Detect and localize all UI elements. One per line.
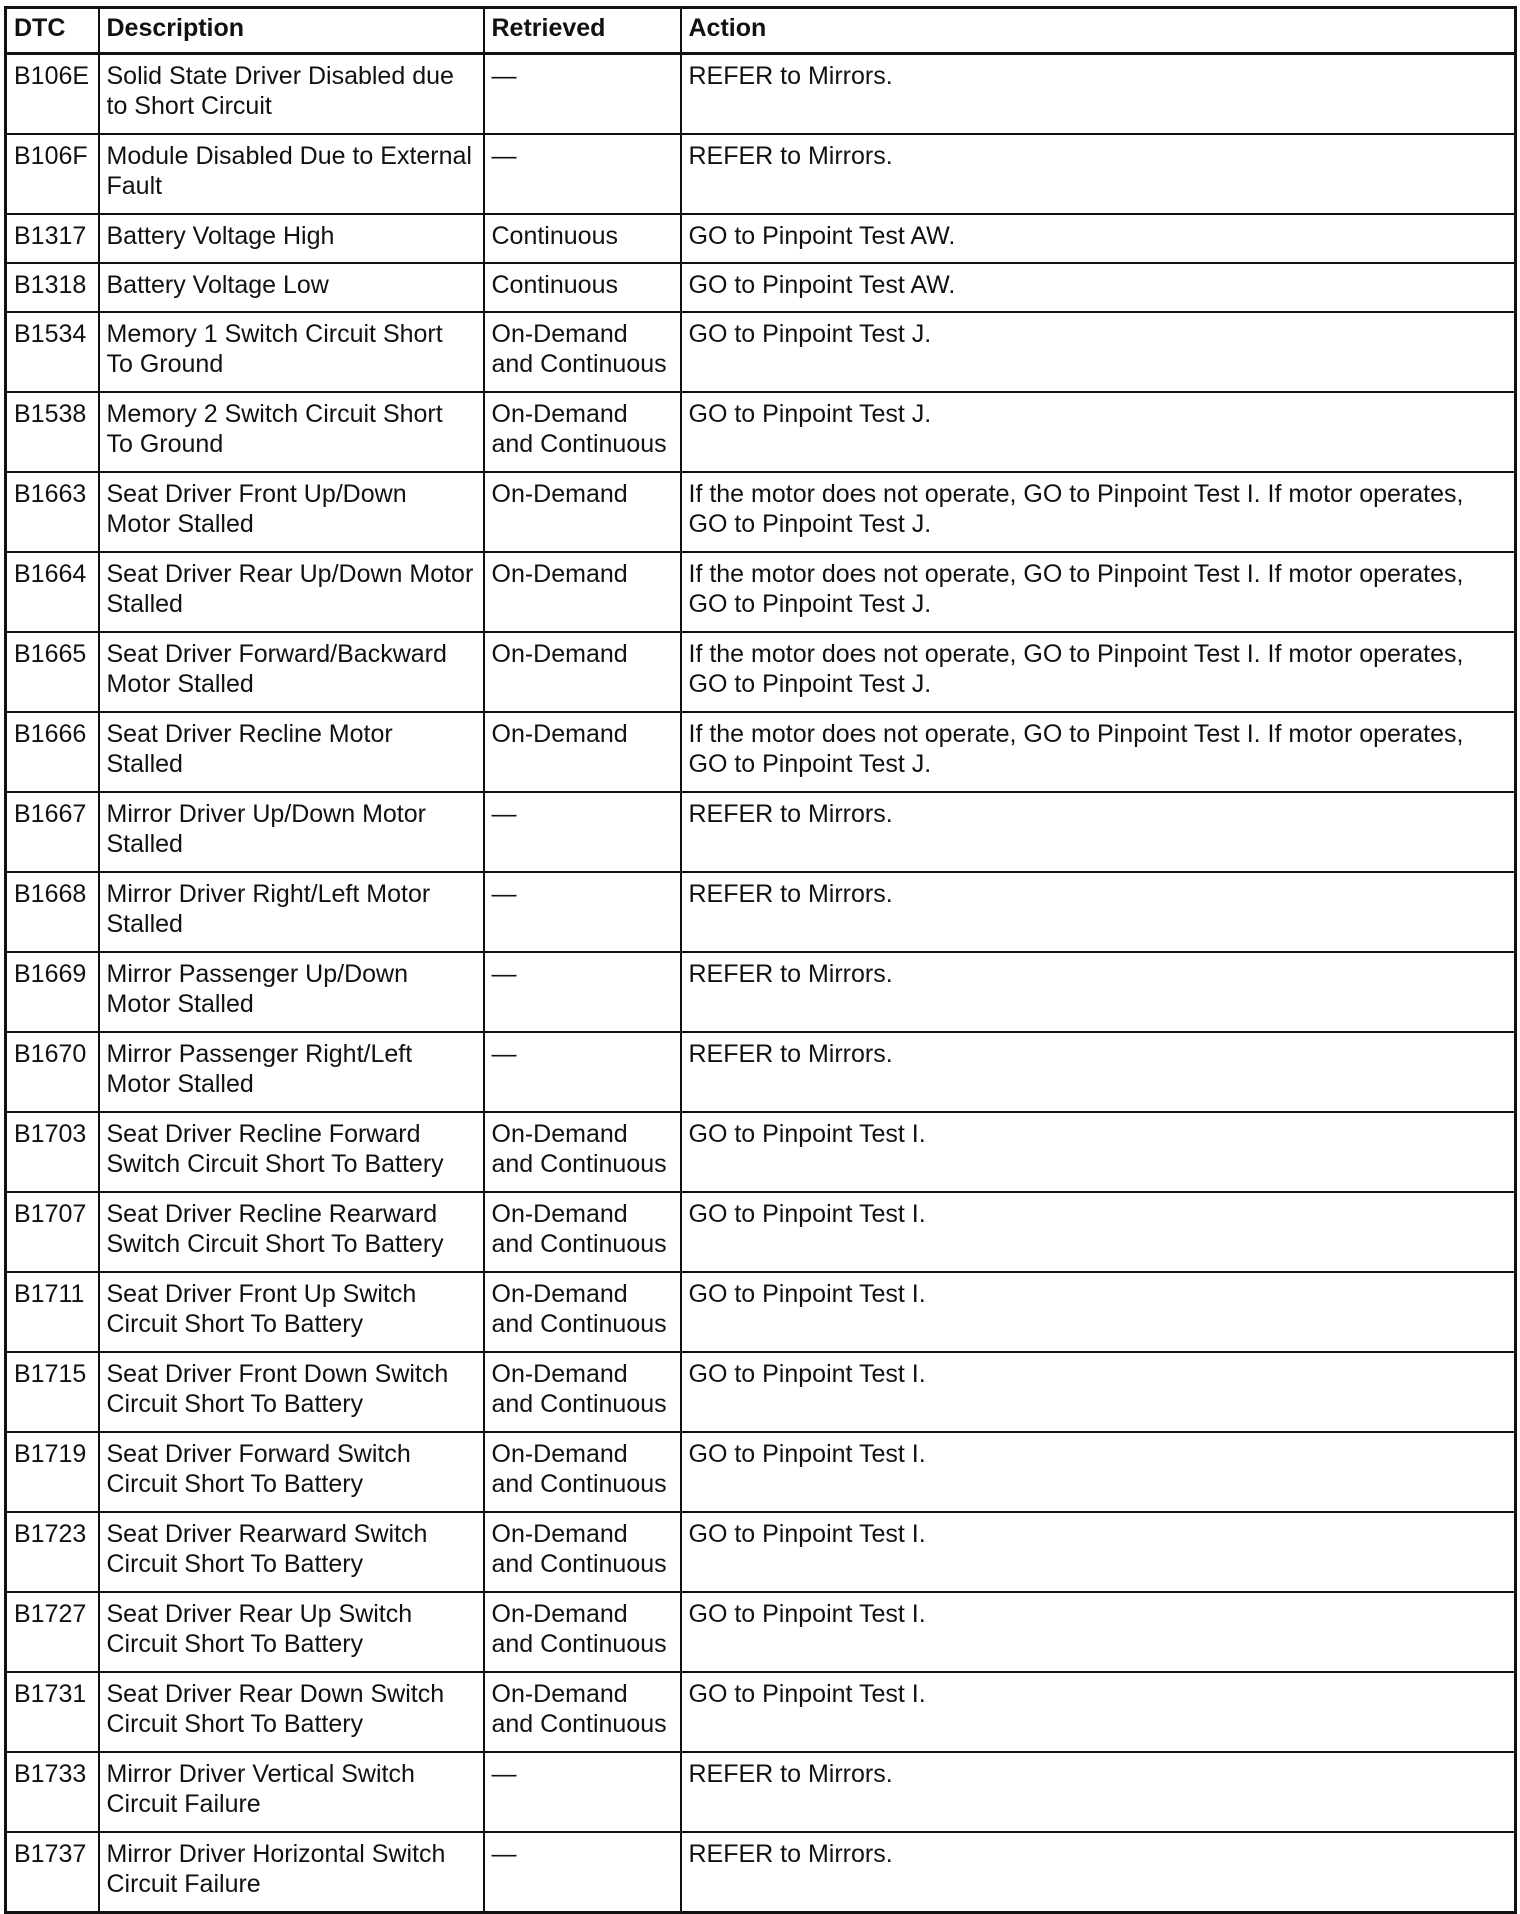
cell-action: GO to Pinpoint Test I. <box>681 1192 1516 1272</box>
table-row <box>6 1192 1516 1272</box>
table-header <box>6 8 1516 54</box>
cell-action: GO to Pinpoint Test I. <box>681 1272 1516 1352</box>
cell-retrieved: — <box>484 134 681 214</box>
cell-description: Seat Driver Forward/Backward Motor Stalled <box>99 632 484 712</box>
cell-retrieved: On-Demand and Continuous <box>484 1512 681 1592</box>
table-row <box>6 1112 1516 1192</box>
cell-action: GO to Pinpoint Test J. <box>681 392 1516 472</box>
cell-action: REFER to Mirrors. <box>681 54 1516 135</box>
table-row <box>6 214 1516 263</box>
table-row <box>6 1032 1516 1112</box>
cell-retrieved: Continuous <box>484 214 681 263</box>
cell-retrieved: — <box>484 952 681 1032</box>
cell-dtc: B1534 <box>6 312 99 392</box>
cell-retrieved: — <box>484 792 681 872</box>
cell-description: Mirror Driver Horizontal Switch Circuit Failure <box>99 1832 484 1913</box>
cell-description: Seat Driver Rear Down Switch Circuit Short To Battery <box>99 1672 484 1752</box>
cell-action: GO to Pinpoint Test J. <box>681 312 1516 392</box>
table-row <box>6 552 1516 632</box>
cell-dtc: B1669 <box>6 952 99 1032</box>
cell-action: REFER to Mirrors. <box>681 1832 1516 1913</box>
table-row <box>6 1352 1516 1432</box>
table-row <box>6 872 1516 952</box>
cell-description: Seat Driver Front Up/Down Motor Stalled <box>99 472 484 552</box>
cell-dtc: B1317 <box>6 214 99 263</box>
table-row <box>6 54 1516 135</box>
cell-retrieved: On-Demand and Continuous <box>484 1192 681 1272</box>
table-row <box>6 312 1516 392</box>
cell-dtc: B1666 <box>6 712 99 792</box>
cell-action: If the motor does not operate, GO to Pinpoint Test I. If motor operates, GO to Pinpoint Test J. <box>681 472 1516 552</box>
cell-action: GO to Pinpoint Test I. <box>681 1432 1516 1512</box>
cell-retrieved: On-Demand and Continuous <box>484 1672 681 1752</box>
cell-retrieved: On-Demand and Continuous <box>484 1272 681 1352</box>
cell-description: Memory 1 Switch Circuit Short To Ground <box>99 312 484 392</box>
cell-dtc: B1538 <box>6 392 99 472</box>
table-row <box>6 1672 1516 1752</box>
cell-description: Module Disabled Due to External Fault <box>99 134 484 214</box>
cell-dtc: B1731 <box>6 1672 99 1752</box>
cell-dtc: B1668 <box>6 872 99 952</box>
table-row <box>6 712 1516 792</box>
cell-action: REFER to Mirrors. <box>681 1752 1516 1832</box>
cell-dtc: B1667 <box>6 792 99 872</box>
cell-action: REFER to Mirrors. <box>681 872 1516 952</box>
table-row <box>6 1512 1516 1592</box>
cell-description: Seat Driver Front Down Switch Circuit Short To Battery <box>99 1352 484 1432</box>
cell-action: GO to Pinpoint Test I. <box>681 1672 1516 1752</box>
cell-action: If the motor does not operate, GO to Pinpoint Test I. If motor operates, GO to Pinpoint Test J. <box>681 632 1516 712</box>
table-row <box>6 1832 1516 1913</box>
cell-dtc: B106E <box>6 54 99 135</box>
cell-retrieved: On-Demand and Continuous <box>484 312 681 392</box>
cell-description: Seat Driver Forward Switch Circuit Short To Battery <box>99 1432 484 1512</box>
cell-description: Mirror Driver Vertical Switch Circuit Failure <box>99 1752 484 1832</box>
cell-retrieved: Continuous <box>484 263 681 312</box>
cell-action: REFER to Mirrors. <box>681 792 1516 872</box>
cell-dtc: B1733 <box>6 1752 99 1832</box>
cell-description: Seat Driver Rearward Switch Circuit Short To Battery <box>99 1512 484 1592</box>
header-description: Description <box>99 8 484 54</box>
cell-description: Seat Driver Rear Up/Down Motor Stalled <box>99 552 484 632</box>
cell-dtc: B1737 <box>6 1832 99 1913</box>
cell-action: REFER to Mirrors. <box>681 134 1516 214</box>
dtc-table-sheet <box>4 6 1514 1914</box>
cell-description: Mirror Passenger Right/Left Motor Stalled <box>99 1032 484 1112</box>
cell-action: REFER to Mirrors. <box>681 1032 1516 1112</box>
cell-retrieved: On-Demand and Continuous <box>484 1352 681 1432</box>
cell-dtc: B1707 <box>6 1192 99 1272</box>
cell-retrieved: On-Demand and Continuous <box>484 1592 681 1672</box>
table-row <box>6 1752 1516 1832</box>
cell-dtc: B1723 <box>6 1512 99 1592</box>
cell-description: Mirror Passenger Up/Down Motor Stalled <box>99 952 484 1032</box>
cell-dtc: B1665 <box>6 632 99 712</box>
cell-retrieved: On-Demand and Continuous <box>484 1112 681 1192</box>
cell-action: GO to Pinpoint Test AW. <box>681 214 1516 263</box>
cell-description: Solid State Driver Disabled due to Short Circuit <box>99 54 484 135</box>
cell-retrieved: — <box>484 1032 681 1112</box>
cell-retrieved: On-Demand and Continuous <box>484 1432 681 1512</box>
cell-dtc: B1664 <box>6 552 99 632</box>
cell-action: REFER to Mirrors. <box>681 952 1516 1032</box>
cell-retrieved: — <box>484 1832 681 1913</box>
cell-description: Mirror Driver Up/Down Motor Stalled <box>99 792 484 872</box>
cell-action: GO to Pinpoint Test I. <box>681 1512 1516 1592</box>
cell-dtc: B1715 <box>6 1352 99 1432</box>
cell-dtc: B1670 <box>6 1032 99 1112</box>
table-row <box>6 1432 1516 1512</box>
cell-action: GO to Pinpoint Test I. <box>681 1352 1516 1432</box>
table-body <box>6 54 1516 1913</box>
cell-action: If the motor does not operate, GO to Pinpoint Test I. If motor operates, GO to Pinpoint Test J. <box>681 712 1516 792</box>
table-row <box>6 472 1516 552</box>
cell-description: Memory 2 Switch Circuit Short To Ground <box>99 392 484 472</box>
cell-retrieved: On-Demand <box>484 472 681 552</box>
cell-retrieved: On-Demand <box>484 632 681 712</box>
cell-description: Seat Driver Recline Forward Switch Circuit Short To Battery <box>99 1112 484 1192</box>
table-row <box>6 134 1516 214</box>
cell-description: Seat Driver Rear Up Switch Circuit Short To Battery <box>99 1592 484 1672</box>
header-retrieved: Retrieved <box>484 8 681 54</box>
cell-dtc: B1318 <box>6 263 99 312</box>
table-row <box>6 632 1516 712</box>
cell-description: Battery Voltage Low <box>99 263 484 312</box>
header-row <box>6 8 1516 54</box>
cell-retrieved: — <box>484 1752 681 1832</box>
cell-retrieved: On-Demand <box>484 552 681 632</box>
table-row <box>6 1272 1516 1352</box>
cell-description: Seat Driver Front Up Switch Circuit Short To Battery <box>99 1272 484 1352</box>
cell-description: Mirror Driver Right/Left Motor Stalled <box>99 872 484 952</box>
table-row <box>6 392 1516 472</box>
table-row <box>6 1592 1516 1672</box>
cell-retrieved: — <box>484 872 681 952</box>
header-action: Action <box>681 8 1516 54</box>
cell-retrieved: On-Demand and Continuous <box>484 392 681 472</box>
cell-retrieved: — <box>484 54 681 135</box>
cell-action: GO to Pinpoint Test I. <box>681 1112 1516 1192</box>
cell-dtc: B1703 <box>6 1112 99 1192</box>
table-row <box>6 263 1516 312</box>
cell-retrieved: On-Demand <box>484 712 681 792</box>
cell-action: GO to Pinpoint Test AW. <box>681 263 1516 312</box>
cell-action: GO to Pinpoint Test I. <box>681 1592 1516 1672</box>
header-dtc: DTC <box>6 8 99 54</box>
cell-dtc: B1711 <box>6 1272 99 1352</box>
cell-dtc: B1719 <box>6 1432 99 1512</box>
table-row <box>6 952 1516 1032</box>
cell-dtc: B1727 <box>6 1592 99 1672</box>
cell-description: Seat Driver Recline Motor Stalled <box>99 712 484 792</box>
cell-description: Battery Voltage High <box>99 214 484 263</box>
table-row <box>6 792 1516 872</box>
cell-action: If the motor does not operate, GO to Pinpoint Test I. If motor operates, GO to Pinpoint Test J. <box>681 552 1516 632</box>
cell-description: Seat Driver Recline Rearward Switch Circuit Short To Battery <box>99 1192 484 1272</box>
cell-dtc: B106F <box>6 134 99 214</box>
cell-dtc: B1663 <box>6 472 99 552</box>
dtc-table <box>4 6 1517 1914</box>
